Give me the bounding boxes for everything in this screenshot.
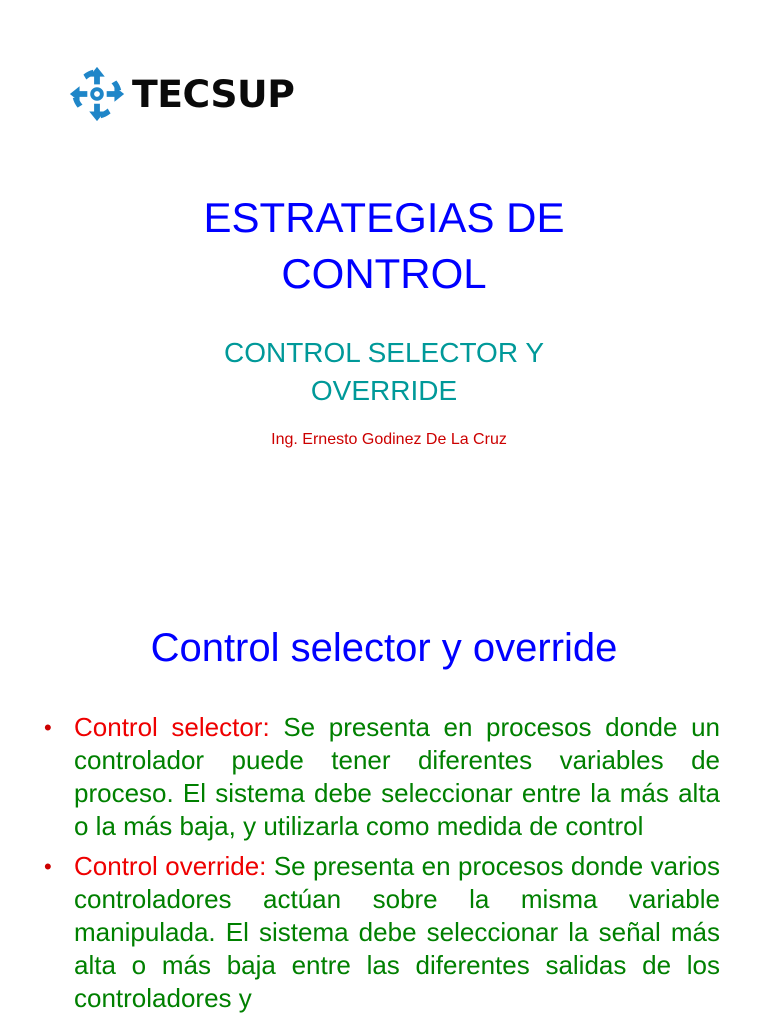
tecsup-logo-icon	[66, 63, 128, 125]
bullet-item	[0, 711, 768, 843]
bullet-marker: •	[44, 715, 52, 740]
subtitle-line-1: CONTROL SELECTOR Y	[223, 337, 544, 368]
presentation-subtitle	[0, 334, 768, 410]
slide-heading: Control selector y override	[150, 626, 618, 670]
title-line-2: CONTROL	[281, 250, 487, 297]
bullet-term: Control override:	[74, 851, 267, 881]
presentation-title	[0, 190, 768, 302]
bullet-item	[0, 850, 768, 1015]
title-line-1: ESTRATEGIAS DE	[203, 194, 565, 241]
bullet-marker: •	[44, 854, 52, 879]
author-name: Ing. Ernesto Godinez De La Cruz	[271, 431, 507, 448]
logo-wordmark: TECSUP	[132, 72, 295, 116]
bullet-text: Se presenta en procesos donde un controlador puede tener diferentes variables de proceso. El sistema debe seleccionar entre la más alta o la más baja, y utilizarla como medida de control	[74, 712, 720, 841]
bullet-term: Control selector:	[74, 712, 270, 742]
tecsup-logo	[66, 62, 295, 126]
subtitle-line-2: OVERRIDE	[310, 375, 458, 406]
bullet-text: Se presenta en procesos donde varios controladores actúan sobre la misma variable manipulada. El sistema debe seleccionar la señal más alta o más baja entre las diferentes salidas de los controladores y	[74, 851, 720, 1013]
bullet-list	[0, 711, 768, 1022]
